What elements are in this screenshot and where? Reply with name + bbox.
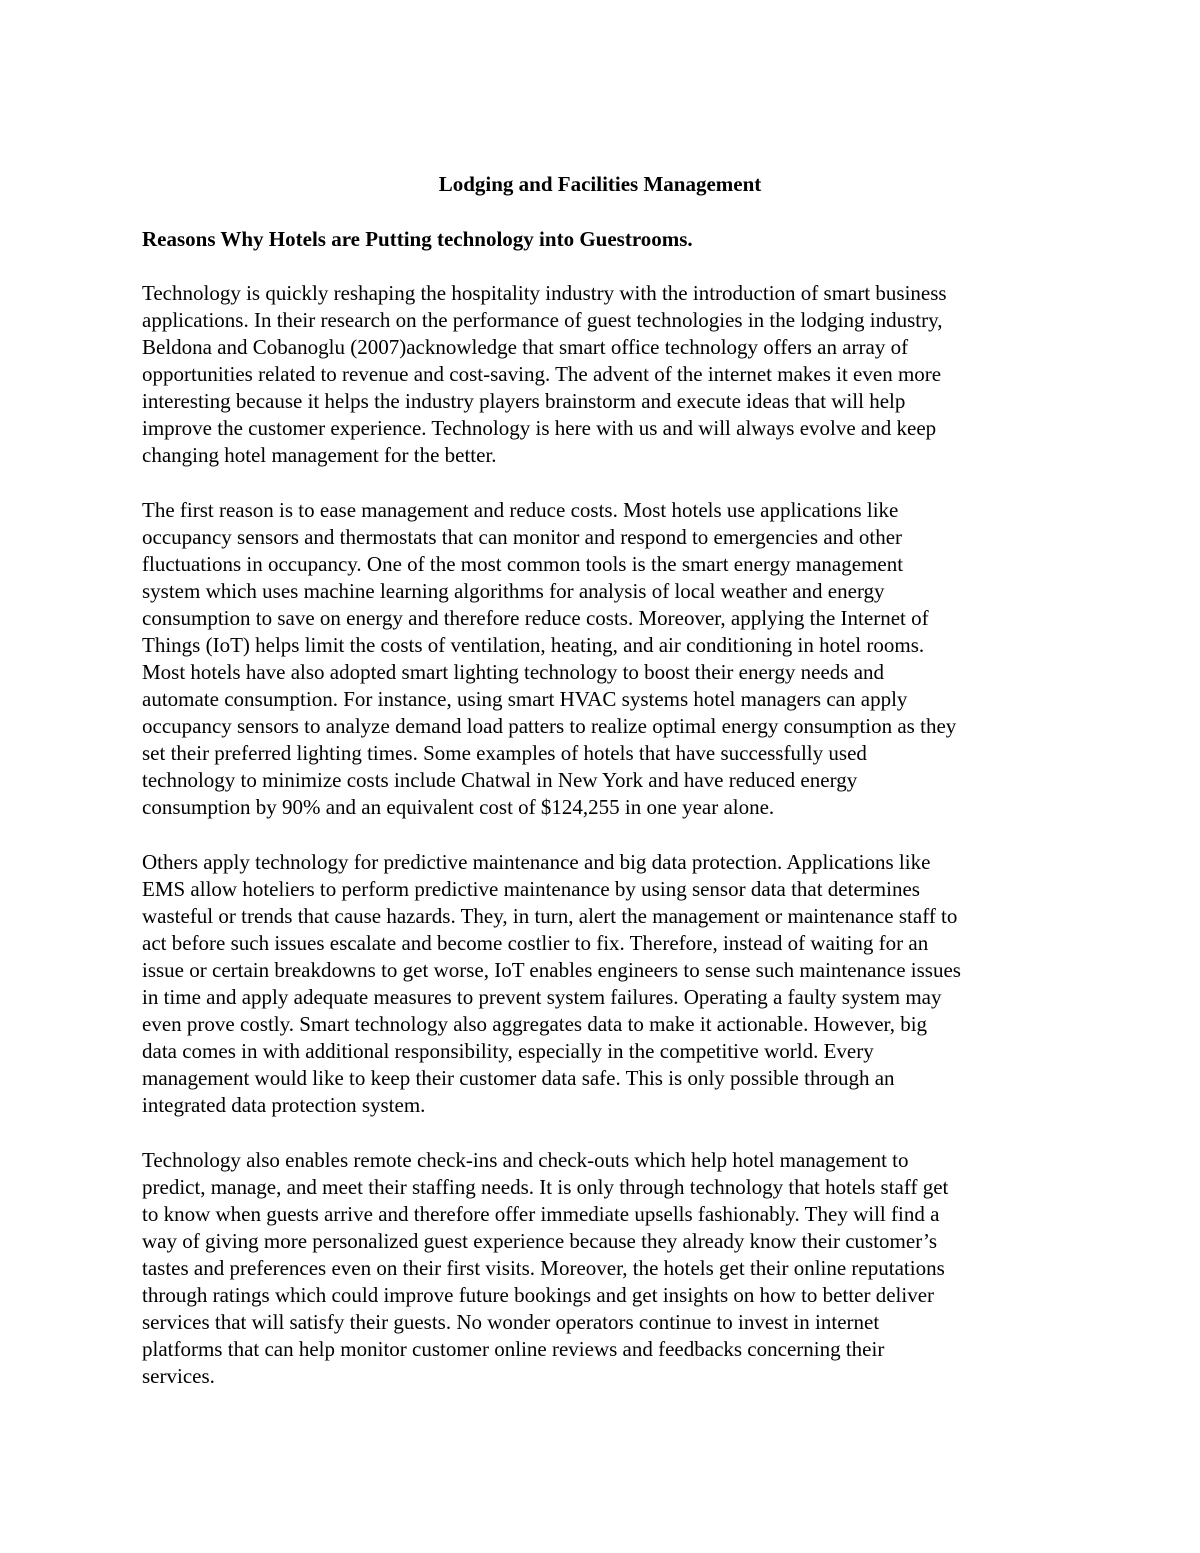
paragraph-line: even prove costly. Smart technology also aggregates data to make it actionable. However, big	[142, 1012, 928, 1036]
paragraph-line: The first reason is to ease management and reduce costs. Most hotels use applications like	[142, 498, 899, 522]
paragraph-line: opportunities related to revenue and cost-saving. The advent of the internet makes it even more	[142, 362, 942, 386]
document-title: Lodging and Facilities Management	[438, 172, 762, 196]
paragraph-line: occupancy sensors and thermostats that can monitor and respond to emergencies and other	[142, 525, 903, 549]
paragraph-line: consumption by 90% and an equivalent cost of $124,255 in one year alone.	[142, 795, 775, 819]
paragraph-line: act before such issues escalate and become costlier to fix. Therefore, instead of waiting for an	[142, 931, 929, 955]
paragraph-line: to know when guests arrive and therefore offer immediate upsells fashionably. They will find a	[142, 1202, 940, 1226]
paragraph-line: changing hotel management for the better.	[142, 443, 497, 467]
paragraph-line: predict, manage, and meet their staffing needs. It is only through technology that hotels staff get	[142, 1175, 949, 1199]
paragraph-line: improve the customer experience. Technology is here with us and will always evolve and keep	[142, 416, 937, 440]
paragraph-line: in time and apply adequate measures to prevent system failures. Operating a faulty system may	[142, 985, 942, 1009]
paragraph-line: issue or certain breakdowns to get worse, IoT enables engineers to sense such maintenance issues	[142, 958, 961, 982]
paragraph-line: Things (IoT) helps limit the costs of ventilation, heating, and air conditioning in hotel rooms.	[142, 633, 925, 657]
paragraph-line: Most hotels have also adopted smart lighting technology to boost their energy needs and	[142, 660, 885, 684]
paragraph-line: management would like to keep their customer data safe. This is only possible through an	[142, 1066, 895, 1090]
paragraph-line: consumption to save on energy and therefore reduce costs. Moreover, applying the Internet of	[142, 606, 929, 630]
paragraph-line: interesting because it helps the industry players brainstorm and execute ideas that will help	[142, 389, 906, 413]
paragraph-line: data comes in with additional responsibility, especially in the competitive world. Every	[142, 1039, 874, 1063]
paragraph-1	[142, 280, 1067, 469]
paragraph-line: through ratings which could improve future bookings and get insights on how to better deliver	[142, 1283, 935, 1307]
paragraph-line: fluctuations in occupancy. One of the most common tools is the smart energy management	[142, 552, 904, 576]
paragraph-line: platforms that can help monitor customer online reviews and feedbacks concerning their	[142, 1337, 885, 1361]
paragraph-line: Others apply technology for predictive maintenance and big data protection. Applications like	[142, 850, 931, 874]
paragraph-line: EMS allow hoteliers to perform predictive maintenance by using sensor data that determines	[142, 877, 920, 901]
paragraph-line: wasteful or trends that cause hazards. They, in turn, alert the management or maintenance staff to	[142, 904, 958, 928]
paragraph-line: integrated data protection system.	[142, 1093, 426, 1117]
paragraph-line: technology to minimize costs include Chatwal in New York and have reduced energy	[142, 768, 858, 792]
paragraph-2	[142, 497, 1067, 821]
paragraph-4	[142, 1147, 1067, 1390]
paragraph-line: Beldona and Cobanoglu (2007)acknowledge that smart office technology offers an array of	[142, 335, 909, 359]
paragraph-line: services that will satisfy their guests. No wonder operators continue to invest in internet	[142, 1310, 880, 1334]
paragraph-3	[142, 849, 1067, 1119]
paragraph-line: Technology also enables remote check-ins and check-outs which help hotel management to	[142, 1148, 909, 1172]
paragraph-line: system which uses machine learning algorithms for analysis of local weather and energy	[142, 579, 885, 603]
paragraph-line: services.	[142, 1364, 215, 1388]
paragraph-line: tastes and preferences even on their first visits. Moreover, the hotels get their online reputations	[142, 1256, 945, 1280]
paragraph-line: automate consumption. For instance, using smart HVAC systems hotel managers can apply	[142, 687, 908, 711]
paragraph-line: applications. In their research on the performance of guest technologies in the lodging industry,	[142, 308, 943, 332]
paragraph-line: occupancy sensors to analyze demand load patters to realize optimal energy consumption as they	[142, 714, 957, 738]
section-heading: Reasons Why Hotels are Putting technology into Guestrooms.	[142, 227, 693, 251]
paragraph-line: way of giving more personalized guest experience because they already know their customer’s	[142, 1229, 937, 1253]
paragraph-line: Technology is quickly reshaping the hospitality industry with the introduction of smart business	[142, 281, 947, 305]
paragraph-line: set their preferred lighting times. Some examples of hotels that have successfully used	[142, 741, 867, 765]
